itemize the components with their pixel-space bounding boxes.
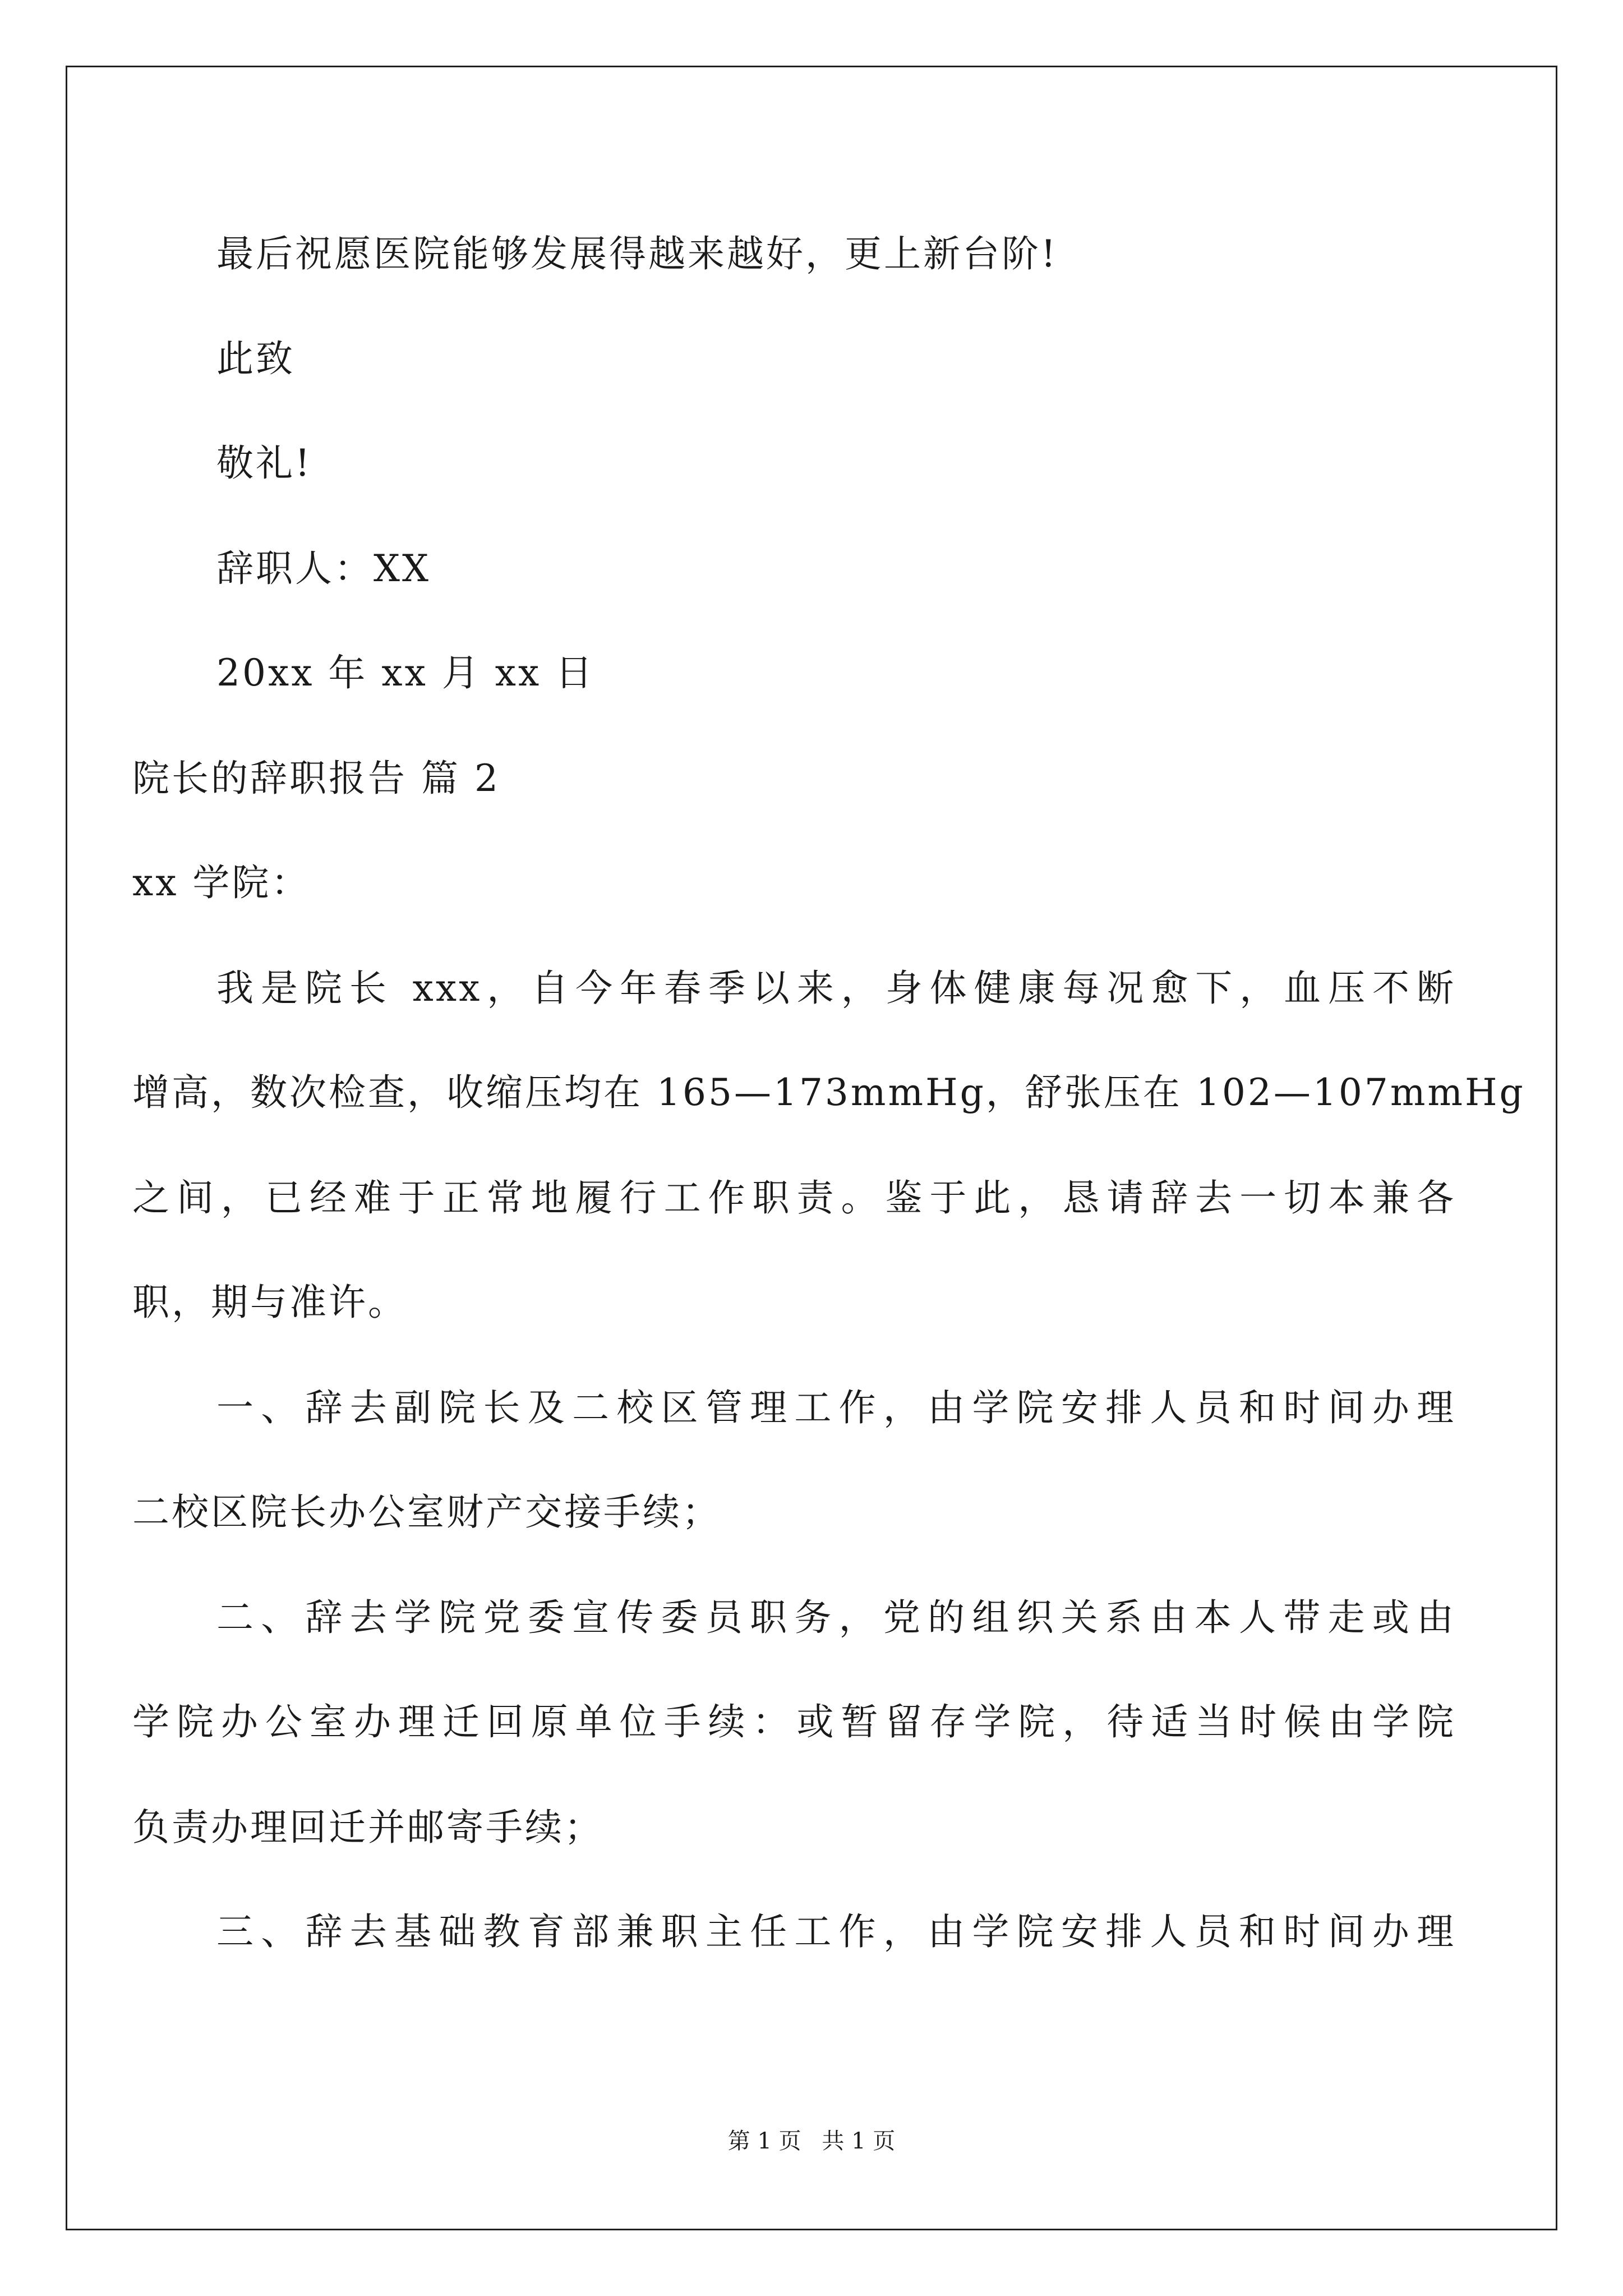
page-footer bbox=[0, 2127, 1623, 2155]
closing-wish: 最后祝愿医院能够发展得越来越好，更上新台阶! bbox=[216, 232, 1058, 275]
date: 20xx 年 xx 月 xx 日 bbox=[216, 651, 595, 694]
addressee: xx 学院： bbox=[132, 861, 311, 904]
paragraph-line: 之间，已经难于正常地履行工作职责。鉴于此，恳请辞去一切本兼各 bbox=[132, 1176, 1456, 1220]
list-item-line: 负责办理回迁并邮寄手续； bbox=[132, 1806, 603, 1849]
paragraph-line: 我是院长 xxx，自今年春季以来，身体健康每况愈下，血压不断 bbox=[216, 967, 1456, 1010]
list-item-line: 二校区院长办公室财产交接手续； bbox=[132, 1490, 721, 1534]
paragraph-line: 增高，数次检查，收缩压均在 165—173mmHg，舒张压在 102—107mmHg bbox=[132, 1071, 1525, 1114]
section-heading: 院长的辞职报告 篇 2 bbox=[132, 757, 500, 800]
signatory: 辞职人：XX bbox=[216, 547, 431, 590]
page-total: 共 1 页 bbox=[822, 2128, 896, 2154]
list-item-line: 学院办公室办理迁回原单位手续：或暂留存学院，待适当时候由学院 bbox=[132, 1700, 1456, 1743]
salutation-jingli: 敬礼! bbox=[216, 441, 312, 485]
salutation-cizhi: 此致 bbox=[216, 337, 295, 380]
page-number: 第 1 页 bbox=[727, 2128, 801, 2154]
list-item-line: 三、辞去基础教育部兼职主任工作，由学院安排人员和时间办理 bbox=[216, 1910, 1456, 1953]
list-item-line: 一、辞去副院长及二校区管理工作，由学院安排人员和时间办理 bbox=[216, 1386, 1456, 1429]
page-frame bbox=[66, 66, 1557, 2230]
paragraph-line: 职，期与准许。 bbox=[132, 1281, 407, 1324]
list-item-line: 二、辞去学院党委宣传委员职务，党的组织关系由本人带走或由 bbox=[216, 1596, 1456, 1639]
